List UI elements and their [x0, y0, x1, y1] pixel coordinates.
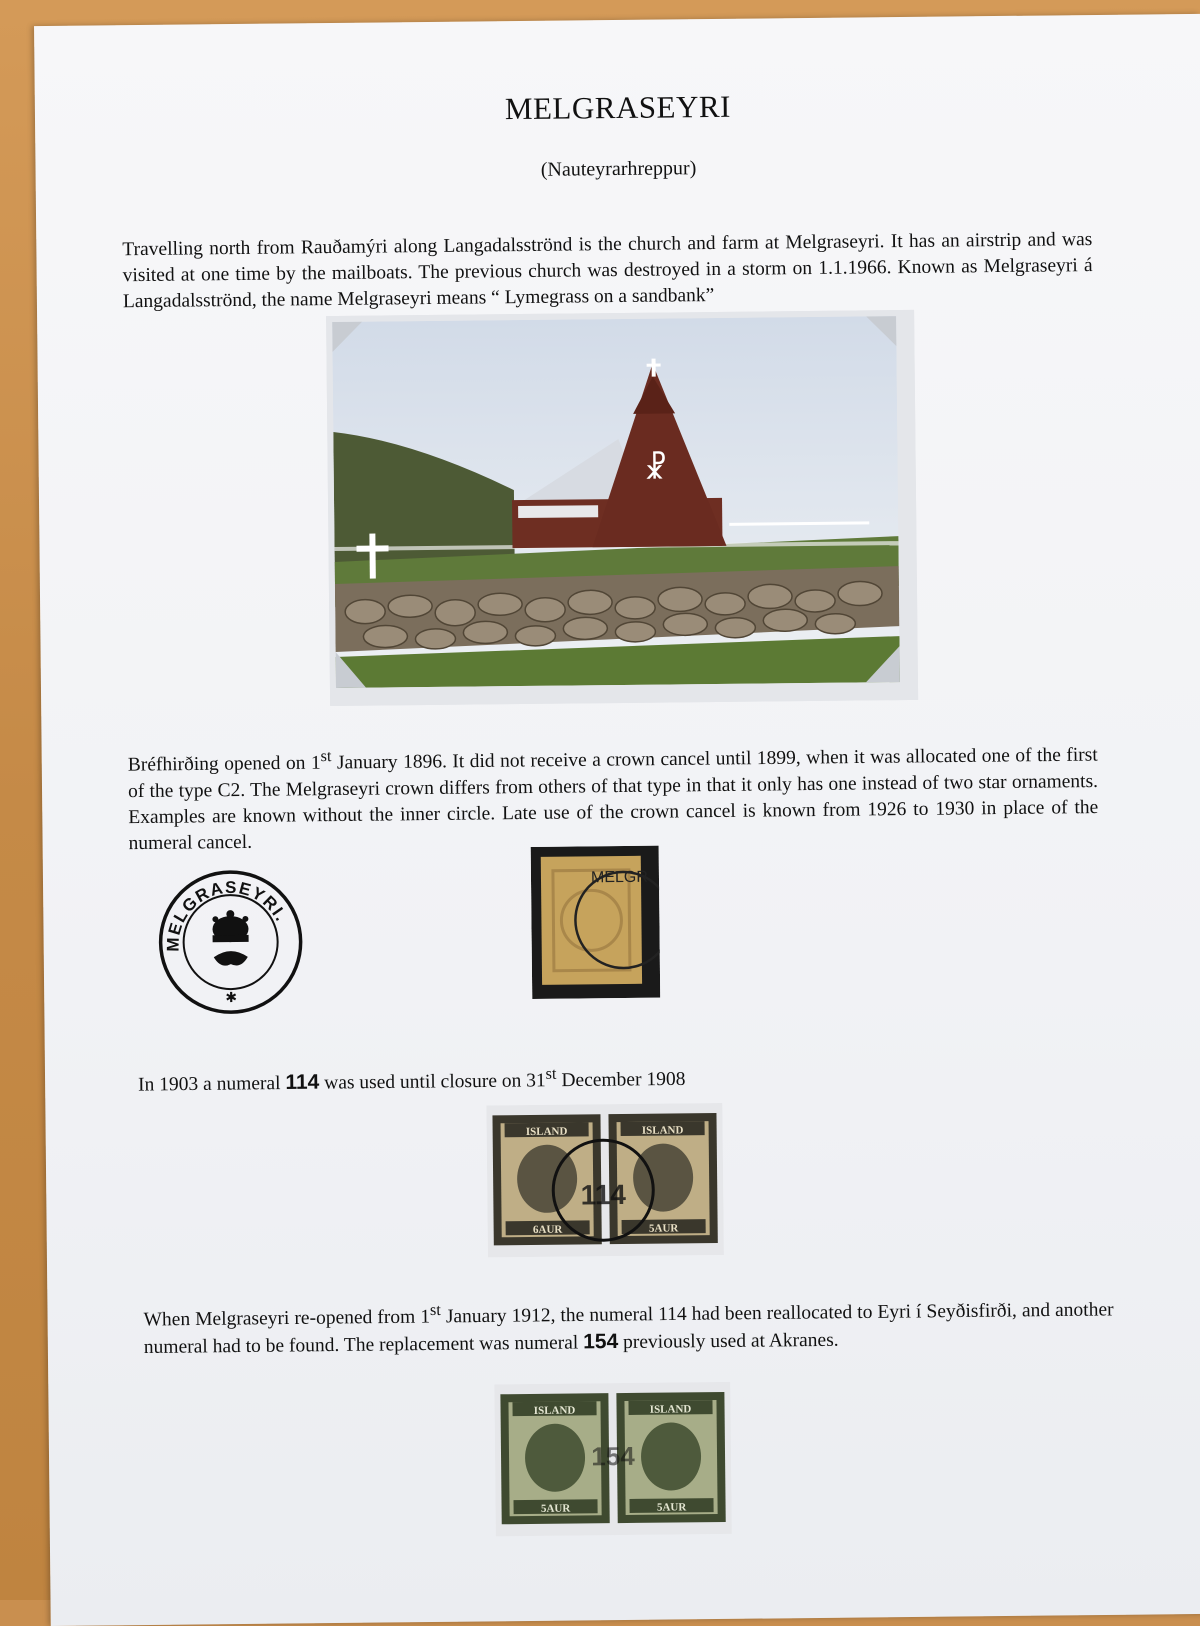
postmark-fragment: MELGR [590, 868, 648, 887]
svg-text:☧: ☧ [643, 452, 668, 486]
text-run: January 1912, the numeral 114 had been reallocated to Eyri í Seyðisfirði, and another numeral had to be found. The replacement was numeral [143, 1299, 1114, 1358]
page-title: MELGRASEYRI [504, 88, 732, 127]
album-page [34, 14, 1200, 1626]
stamp-value-label: 5AUR [648, 1222, 679, 1235]
ordinal-suffix: st [545, 1064, 557, 1083]
postmark-place-name: MELGRASEYRI. [163, 877, 292, 952]
text-run: December 1908 [556, 1068, 686, 1092]
stamp-value-label: 5AUR [656, 1501, 687, 1514]
text-run: In 1903 a numeral [138, 1073, 286, 1096]
text-run: When Melgraseyri re-opened from 1 [143, 1306, 431, 1331]
numeral-114: 114 [285, 1070, 320, 1095]
stamp-value-label: 6AUR [532, 1223, 563, 1236]
text-run: Bréfhirðing opened on 1 [127, 752, 321, 776]
stamp-pair-114 [486, 1103, 724, 1257]
stamp-country-label: ISLAND [533, 1404, 576, 1417]
church-photo [326, 310, 918, 706]
text-run: previously used at Akranes. [618, 1329, 839, 1353]
ordinal-suffix: st [429, 1300, 441, 1320]
text-run: was used until closure on 31 [319, 1070, 546, 1094]
crown-icon [212, 910, 248, 942]
numeral-cancel-114: 114 [580, 1178, 627, 1211]
text-run: January 1896. It did not receive a crown cancel until 1899, when it was allocated one of the first of the type C2. The Melgraseyri crown differs from others of that type in that it only has one instead of two star ornaments. Examples are known without the inner circle. Late use of the crown cancel is known from 1926 to 1930 in place of the numeral cancel. [127, 744, 1099, 854]
star-ornament-icon: ✱ [225, 990, 238, 1007]
stamp-country-label: ISLAND [525, 1125, 568, 1139]
stamp-pair-154 [494, 1382, 732, 1536]
stamp-value-label: 5AUR [540, 1502, 571, 1515]
numeral-cancel-154: 154 [591, 1440, 635, 1472]
ordinal-suffix: st [320, 747, 332, 766]
reopen-1912-paragraph [143, 1290, 1114, 1361]
posthorn-icon [214, 951, 248, 966]
numeral-154: 154 [583, 1329, 619, 1353]
crown-cancel-paragraph [128, 735, 1099, 857]
intro-paragraph: Travelling north from Rauðamýri along Langadalsströnd is the church and farm at Melgraseyri. It has an airstrip and was visited at one time by the mailboats. The previous church was destroyed in a storm on 1.1.1966. Known as Melgraseyri á Langadalsströnd, the name Melgraseyri means “ Lymegrass on a sandbank” [122, 229, 1093, 313]
stamp-country-label: ISLAND [649, 1403, 692, 1416]
crown-postmark-strike [155, 866, 307, 1018]
page-subtitle: (Nauteyrarhreppur) [540, 157, 697, 181]
numeral-1903-paragraph [138, 1055, 1108, 1099]
stamp-country-label: ISLAND [641, 1124, 684, 1137]
crown-cancel-stamp [531, 846, 661, 999]
